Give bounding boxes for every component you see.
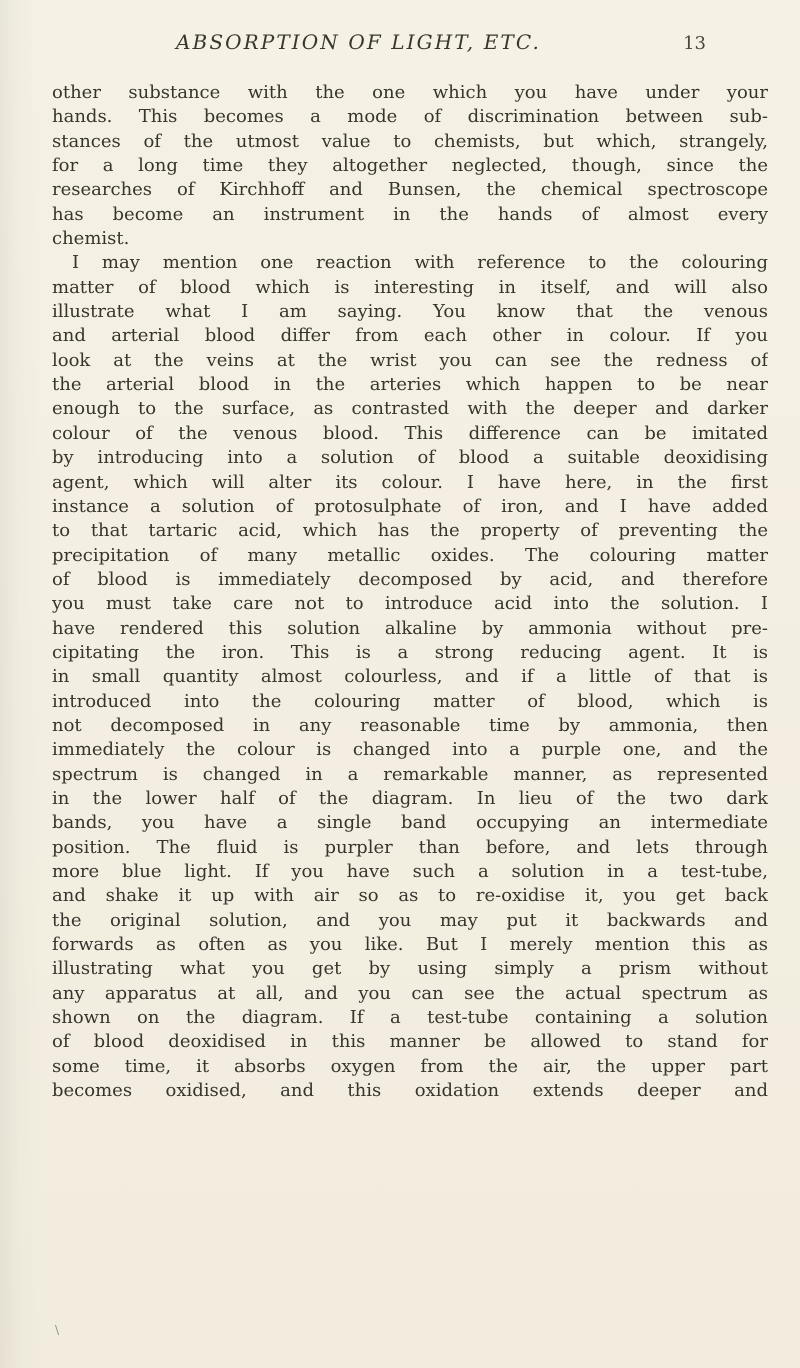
- text-line: illustrate what I am saying. You know that the venous: [52, 301, 768, 323]
- text-line: of blood is immediately decomposed by acid, and therefore: [52, 568, 768, 590]
- page-header: [176, 30, 706, 64]
- text-line: for a long time they altogether neglected, though, since the: [52, 155, 768, 177]
- text-line: enough to the surface, as contrasted with the deeper and darker: [52, 398, 768, 420]
- text-line: stances of the utmost value to chemists, but which, strangely,: [52, 130, 768, 152]
- text-line: in the lower half of the diagram. In lieu of the two dark: [52, 787, 768, 809]
- text-line: becomes oxidised, and this oxidation extends deeper and: [52, 1080, 768, 1102]
- page-number: 13: [683, 33, 706, 54]
- text-line: to that tartaric acid, which has the property of preventing the: [52, 520, 768, 542]
- footer-mark: \: [55, 1323, 60, 1337]
- text-line: agent, which will alter its colour. I have here, in the first: [52, 471, 768, 493]
- body-text: [52, 81, 768, 1103]
- text-line: has become an instrument in the hands of almost every: [52, 203, 768, 225]
- text-line: and arterial blood differ from each other in colour. If you: [52, 325, 768, 347]
- text-line: other substance with the one which you have under your: [52, 82, 768, 103]
- text-line: chemist.: [52, 228, 130, 250]
- text-line: the arterial blood in the arteries which happen to be near: [52, 374, 768, 396]
- text-line: illustrating what you get by using simply a prism without: [52, 958, 768, 980]
- text-line: more blue light. If you have such a solution in a test-tube,: [52, 861, 768, 882]
- text-line: precipitation of many metallic oxides. The colouring matter: [52, 544, 768, 566]
- text-line: bands, you have a single band occupying an intermediate: [52, 812, 768, 834]
- text-line: spectrum is changed in a remarkable manner, as represented: [52, 763, 768, 785]
- text-line: by introducing into a solution of blood a suitable deoxidising: [52, 447, 768, 469]
- text-line: look at the veins at the wrist you can see the redness of: [52, 349, 768, 371]
- text-line: instance a solution of protosulphate of iron, and I have added: [52, 495, 768, 517]
- text-line: have rendered this solution alkaline by ammonia without pre-: [52, 617, 768, 639]
- text-line: researches of Kirchhoff and Bunsen, the chemical spectroscope: [52, 179, 768, 201]
- text-line: I may mention one reaction with reference to the colouring: [72, 252, 768, 274]
- text-line: any apparatus at all, and you can see the actual spectrum as: [52, 982, 768, 1004]
- text-line: you must take care not to introduce acid into the solution. I: [52, 593, 768, 615]
- text-line: shown on the diagram. If a test-tube containing a solution: [52, 1007, 768, 1029]
- text-line: cipitating the iron. This is a strong reducing agent. It is: [52, 641, 768, 663]
- text-line: some time, it absorbs oxygen from the air, the upper part: [52, 1055, 768, 1077]
- text-line: hands. This becomes a mode of discrimination between sub-: [52, 106, 768, 128]
- text-line: not decomposed in any reasonable time by ammonia, then: [52, 714, 768, 736]
- text-line: colour of the venous blood. This difference can be imitated: [52, 422, 768, 444]
- text-line: and shake it up with air so as to re-oxidise it, you get back: [52, 885, 768, 907]
- text-line: forwards as often as you like. But I merely mention this as: [52, 934, 768, 956]
- running-title: ABSORPTION OF LIGHT, ETC.: [176, 30, 541, 54]
- text-line: position. The fluid is purpler than before, and lets through: [52, 836, 768, 858]
- text-line: matter of blood which is interesting in itself, and will also: [52, 276, 768, 298]
- text-line: of blood deoxidised in this manner be allowed to stand for: [52, 1031, 768, 1053]
- text-line: immediately the colour is changed into a purple one, and the: [52, 739, 768, 761]
- text-line: in small quantity almost colourless, and if a little of that is: [52, 666, 768, 688]
- text-line: introduced into the colouring matter of blood, which is: [52, 690, 768, 712]
- text-line: the original solution, and you may put it backwards and: [52, 909, 768, 931]
